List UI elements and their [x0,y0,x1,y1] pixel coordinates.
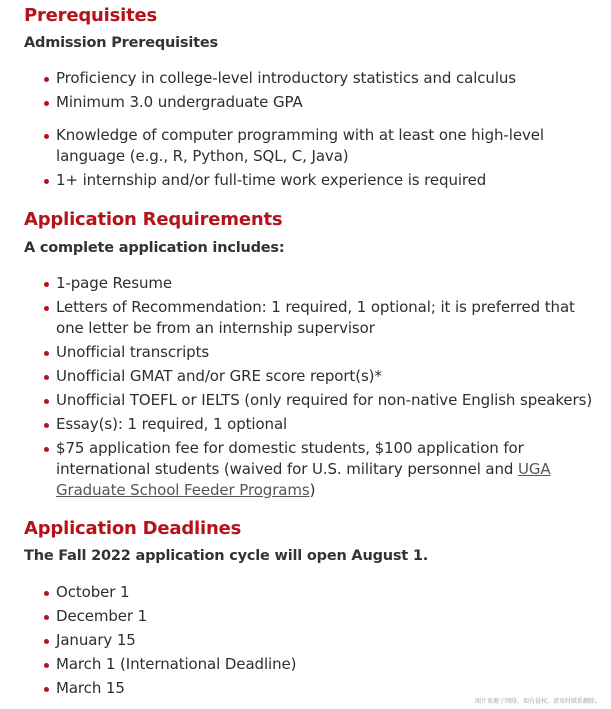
prerequisites-list [24,68,594,191]
list-item: 1+ internship and/or full-time work experience is required [24,170,594,191]
list-item: 1-page Resume [24,273,594,294]
list-item: October 1 [24,582,594,603]
fee-text: $75 application fee for domestic students, $100 application for international students (waived for U.S. military personnel and [56,439,524,478]
application-cycle-subheading: The Fall 2022 application cycle will open August 1. [24,548,429,564]
uga-feeder-programs-link[interactable]: UGA Graduate School Feeder Programs [56,460,551,499]
application-fee-item [24,438,594,501]
list-item: December 1 [24,606,594,627]
list-item: Knowledge of computer programming with at least one high-level language (e.g., R, Python, SQL, C, Java) [24,125,594,167]
list-item: Essay(s): 1 required, 1 optional [24,414,594,435]
list-item: Unofficial GMAT and/or GRE score report(s)* [24,366,594,387]
application-deadlines-heading: Application Deadlines [24,518,242,539]
list-item: March 1 (International Deadline) [24,654,594,675]
application-requirements-heading: Application Requirements [24,209,283,230]
admission-prerequisites-subheading: Admission Prerequisites [24,35,218,51]
list-item: Letters of Recommendation: 1 required, 1 optional; it is preferred that one letter be from an internship supervisor [24,297,594,339]
list-item: January 15 [24,630,594,651]
list-item: Unofficial transcripts [24,342,594,363]
application-includes-subheading: A complete application includes: [24,240,285,256]
list-item: Unofficial TOEFL or IELTS (only required for non-native English speakers) [24,390,594,411]
application-requirements-list [24,273,594,501]
fee-text-end: ) [309,481,316,499]
list-item: Proficiency in college-level introductory statistics and calculus [24,68,594,89]
list-item: Minimum 3.0 undergraduate GPA [24,92,594,113]
watermark-text: 图片来源于网络，如有侵权，请及时联系删除。 [474,698,601,705]
prerequisites-heading: Prerequisites [24,5,158,26]
list-item: March 15 [24,678,594,699]
deadlines-list [24,582,594,699]
